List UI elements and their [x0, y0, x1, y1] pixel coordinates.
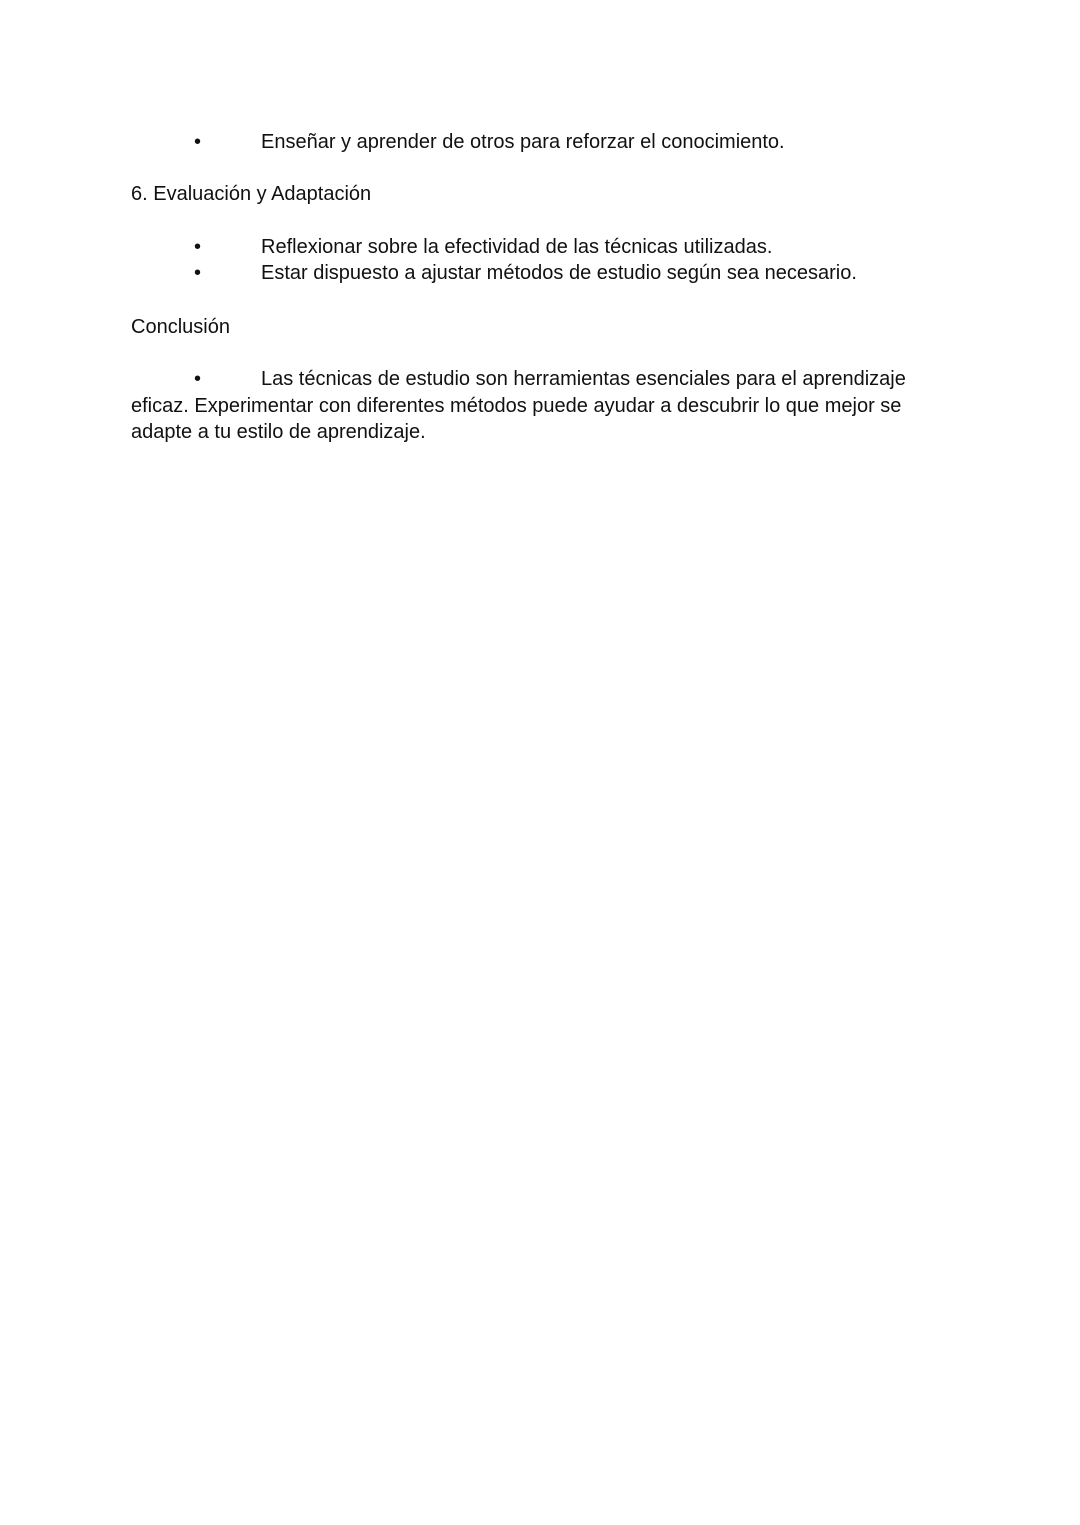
list-item	[0, 234, 1080, 261]
bullet-icon: •	[194, 262, 202, 284]
list-item-text: Reflexionar sobre la efectividad de las técnicas utilizadas.	[261, 236, 773, 258]
bullet-icon: •	[194, 236, 202, 258]
list-item	[0, 129, 1080, 156]
list-item-text: Estar dispuesto a ajustar métodos de estudio según sea necesario.	[261, 262, 857, 284]
conclusion-paragraph	[131, 366, 921, 446]
paragraph-text: eficaz. Experimentar con diferentes métodos puede ayudar a descubrir lo que mejor se	[131, 394, 902, 417]
conclusion-heading: Conclusión	[131, 316, 230, 338]
paragraph-text: Las técnicas de estudio son herramientas esenciales para el aprendizaje	[261, 368, 906, 390]
list-item-text: Enseñar y aprender de otros para reforzar el conocimiento.	[261, 131, 785, 153]
list-item	[0, 260, 1080, 287]
paragraph-text: adapte a tu estilo de aprendizaje.	[131, 421, 426, 443]
paragraph-first-line	[131, 366, 921, 393]
bullet-icon: •	[194, 368, 202, 390]
section-heading: 6. Evaluación y Adaptación	[131, 183, 372, 205]
bullet-icon: •	[194, 131, 202, 153]
